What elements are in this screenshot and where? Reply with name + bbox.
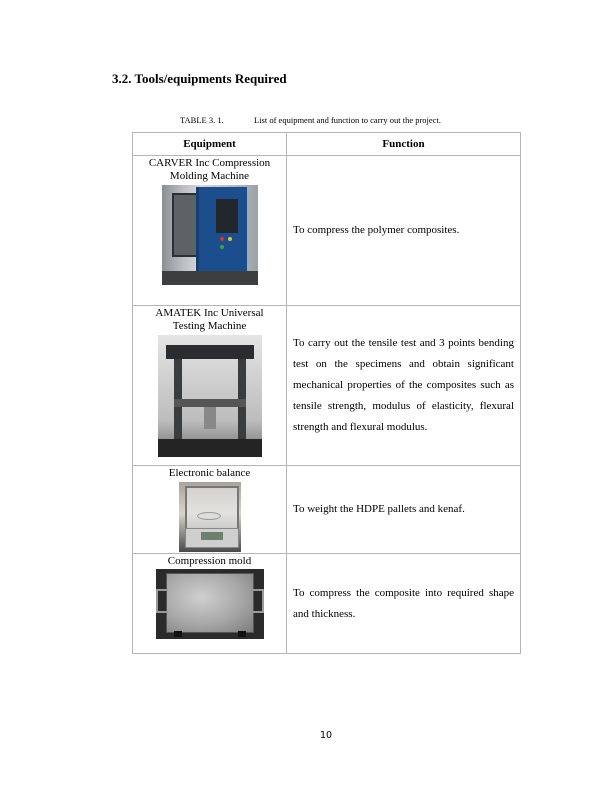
equipment-column-header: Equipment (133, 133, 287, 156)
table-row (133, 466, 521, 554)
function-cell: To compress the polymer composites. (287, 156, 521, 306)
table-row (133, 156, 521, 306)
table-header-row (133, 133, 521, 156)
equipment-table (132, 132, 521, 654)
equipment-name: CARVER Inc Compression Molding Machine (148, 157, 271, 182)
equipment-cell (133, 554, 287, 654)
electronic-balance-photo (179, 482, 241, 552)
table-caption-number: TABLE 3. 1. (180, 115, 224, 125)
universal-testing-machine-photo (158, 335, 262, 457)
equipment-name: Compression mold (167, 555, 252, 567)
function-cell: To compress the composite into required shape and thickness. (287, 554, 521, 654)
table-caption-text: List of equipment and function to carry out the project. (254, 115, 441, 125)
function-cell: To carry out the tensile test and 3 points bending test on the specimens and obtain significant mechanical properties of the composites such as tensile strength, modulus of elasticity, flexural strength and flexural modulus. (287, 306, 521, 466)
equipment-name: AMATEK Inc Universal Testing Machine (155, 307, 264, 332)
function-column-header: Function (287, 133, 521, 156)
page-number: 10 (319, 730, 333, 741)
equipment-cell (133, 466, 287, 554)
compression-mold-photo (156, 569, 264, 639)
equipment-cell (133, 306, 287, 466)
section-heading: 3.2. Tools/equipments Required (112, 71, 287, 86)
table-row (133, 306, 521, 466)
table-row (133, 554, 521, 654)
function-cell: To weight the HDPE pallets and kenaf. (287, 466, 521, 554)
equipment-cell (133, 156, 287, 306)
compression-molding-machine-photo (162, 185, 258, 285)
equipment-name: Electronic balance (168, 467, 251, 479)
table-caption (180, 115, 441, 125)
